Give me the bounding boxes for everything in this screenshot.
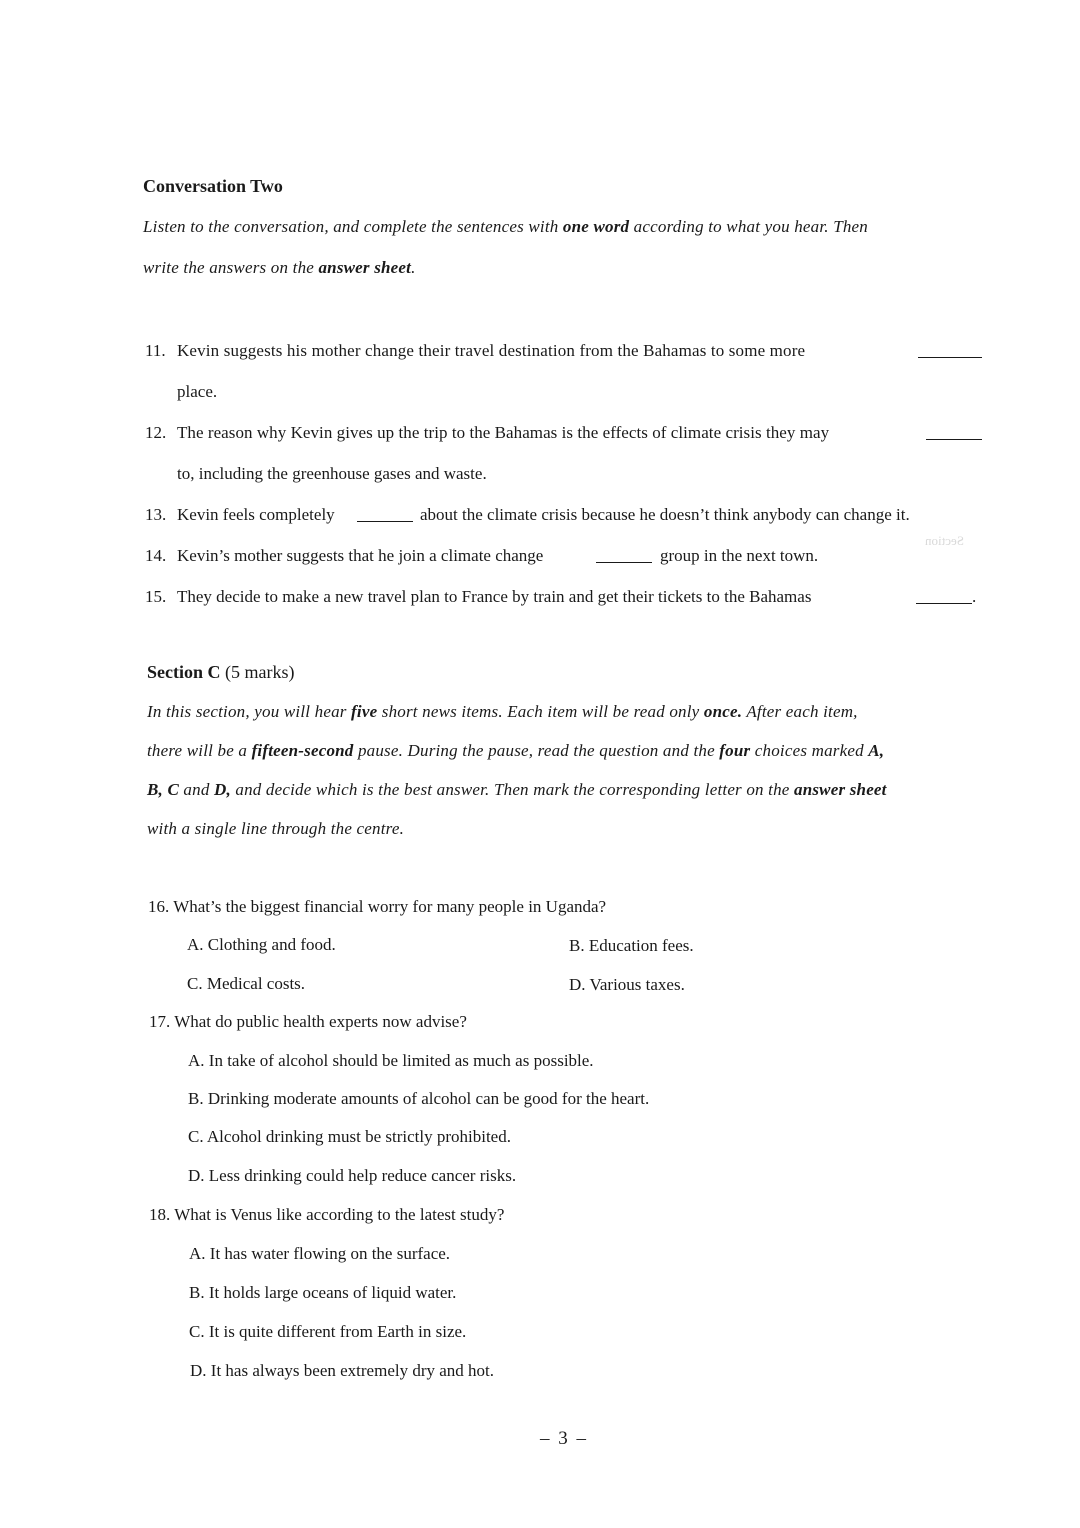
question-13-text-before: Kevin feels completely [177, 505, 335, 524]
question-16-option-b: B. Education fees. [569, 936, 694, 955]
answer-blank-14 [596, 548, 652, 563]
question-13-number: 13. [145, 505, 167, 524]
question-17-option-a: A. In take of alcohol should be limited as much as possible. [188, 1051, 594, 1070]
question-16-stem: 16. What’s the biggest financial worry for many people in Uganda? [148, 897, 607, 916]
question-15-text-after: . [972, 587, 977, 606]
question-11-text: Kevin suggests his mother change their travel destination from the Bahamas to some more [177, 341, 806, 360]
conversation-two-title: Conversation Two [143, 176, 283, 196]
question-18-option-b: B. It holds large oceans of liquid water. [189, 1283, 457, 1302]
question-15-text-before: They decide to make a new travel plan to France by train and get their tickets to the Bahamas [177, 587, 812, 606]
question-17-option-c: C. Alcohol drinking must be strictly prohibited. [188, 1127, 511, 1146]
question-16-option-c: C. Medical costs. [187, 974, 306, 993]
question-12-continuation: to, including the greenhouse gases and waste. [177, 464, 487, 483]
question-11-continuation: place. [177, 382, 218, 401]
section-c-instruction-line4: with a single line through the centre. [147, 819, 405, 838]
question-13-text-after: about the climate crisis because he doesn’t think anybody can change it. [420, 505, 910, 524]
question-17-option-d: D. Less drinking could help reduce cancer risks. [188, 1166, 517, 1185]
question-17-option-b: B. Drinking moderate amounts of alcohol can be good for the heart. [188, 1089, 650, 1108]
question-15-number: 15. [145, 587, 167, 606]
question-12-text: The reason why Kevin gives up the trip to the Bahamas is the effects of climate crisis they may [177, 423, 830, 442]
section-c-heading: Section C (5 marks) [147, 662, 295, 682]
faint-bleed-text: Section [925, 533, 964, 548]
conversation-two-instruction-line2: write the answers on the answer sheet. [143, 258, 416, 277]
section-c-instruction-line2: there will be a fifteen-second pause. During the pause, read the question and the four choices marked A, [147, 741, 885, 760]
answer-blank-13 [357, 507, 413, 522]
section-c-instruction-line1: In this section, you will hear five short news items. Each item will be read only once. After each item, [147, 702, 858, 721]
question-14-text-before: Kevin’s mother suggests that he join a climate change [177, 546, 544, 565]
conversation-two-instruction-line1: Listen to the conversation, and complete the sentences with one word according to what you hear. Then [143, 217, 868, 236]
question-18-option-a: A. It has water flowing on the surface. [189, 1244, 451, 1263]
question-11-number: 11. [145, 341, 166, 360]
answer-blank-15 [916, 589, 972, 604]
question-18-stem: 18. What is Venus like according to the latest study? [149, 1205, 505, 1224]
page-number: – 3 – [540, 1428, 588, 1449]
question-12-number: 12. [145, 423, 167, 442]
question-18-option-d: D. It has always been extremely dry and hot. [190, 1361, 495, 1380]
question-14-number: 14. [145, 546, 167, 565]
answer-blank-12 [926, 425, 982, 440]
question-16-option-a: A. Clothing and food. [187, 935, 336, 954]
question-16-option-d: D. Various taxes. [569, 975, 685, 994]
answer-blank-11 [918, 343, 982, 358]
question-18-option-c: C. It is quite different from Earth in size. [189, 1322, 467, 1341]
question-14-text-after: group in the next town. [660, 546, 819, 565]
question-17-stem: 17. What do public health experts now advise? [149, 1012, 467, 1031]
section-c-instruction-line3: B, C and D, and decide which is the best answer. Then mark the corresponding letter on the answer sheet [147, 780, 887, 799]
